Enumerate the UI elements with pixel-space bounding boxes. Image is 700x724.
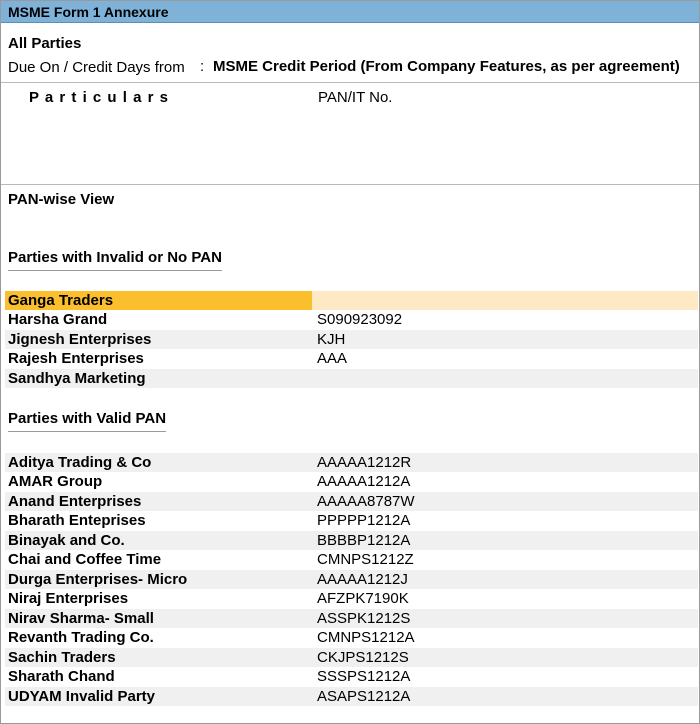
party-name: Anand Enterprises bbox=[8, 493, 142, 510]
party-name: Chai and Coffee Time bbox=[8, 551, 162, 568]
party-pan: AAAAA1212A bbox=[317, 473, 411, 490]
scope-label: All Parties bbox=[8, 35, 82, 52]
party-pan: S090923092 bbox=[317, 311, 403, 328]
party-name: Sachin Traders bbox=[8, 649, 116, 666]
header-divider bbox=[1, 82, 699, 83]
table-row[interactable] bbox=[5, 570, 698, 589]
party-pan: BBBBP1212A bbox=[317, 532, 411, 549]
party-pan: ASSPK1212S bbox=[317, 610, 411, 627]
table-row[interactable] bbox=[5, 369, 698, 388]
party-pan: KJH bbox=[317, 331, 346, 348]
party-pan: AAAAA1212J bbox=[317, 571, 408, 588]
party-name: Bharath Enteprises bbox=[8, 512, 146, 529]
filter-separator: : bbox=[200, 58, 205, 75]
party-name: Harsha Grand bbox=[8, 311, 108, 328]
column-header-particulars[interactable]: P a r t i c u l a r s bbox=[29, 89, 169, 106]
table-row[interactable] bbox=[5, 609, 698, 628]
table-row[interactable] bbox=[5, 349, 698, 368]
credit-period-value[interactable]: MSME Credit Period (From Company Features, as per agreement) bbox=[213, 58, 680, 75]
table-row[interactable] bbox=[5, 648, 698, 667]
party-pan: AAA bbox=[317, 350, 348, 367]
window-title: MSME Form 1 Annexure bbox=[8, 4, 169, 20]
party-pan: CKJPS1212S bbox=[317, 649, 409, 666]
party-name: Durga Enterprises- Micro bbox=[8, 571, 188, 588]
party-name: Binayak and Co. bbox=[8, 532, 125, 549]
party-name: Nirav Sharma- Small bbox=[8, 610, 154, 627]
party-name: Jignesh Enterprises bbox=[8, 331, 152, 348]
table-row[interactable] bbox=[5, 453, 698, 472]
title-bar bbox=[1, 1, 699, 23]
party-pan: AAAAA1212R bbox=[317, 454, 412, 471]
party-pan: CMNPS1212A bbox=[317, 629, 415, 646]
party-pan: AFZPK7190K bbox=[317, 590, 409, 607]
table-row[interactable] bbox=[5, 330, 698, 349]
view-title: PAN-wise View bbox=[8, 191, 115, 208]
column-header-divider bbox=[1, 184, 699, 185]
party-name: Ganga Traders bbox=[8, 292, 114, 309]
table-row[interactable] bbox=[5, 628, 698, 647]
table-row[interactable] bbox=[5, 589, 698, 608]
party-name: Niraj Enterprises bbox=[8, 590, 129, 607]
table-row[interactable] bbox=[5, 531, 698, 550]
table-row[interactable] bbox=[5, 291, 698, 310]
party-name: Aditya Trading & Co bbox=[8, 454, 152, 471]
party-name: Revanth Trading Co. bbox=[8, 629, 154, 646]
party-pan: ASAPS1212A bbox=[317, 688, 411, 705]
party-name: Sharath Chand bbox=[8, 668, 115, 685]
section-invalid-pan-title: Parties with Invalid or No PAN bbox=[8, 249, 222, 271]
column-header-pan[interactable]: PAN/IT No. bbox=[318, 89, 393, 106]
filter-label: Due On / Credit Days from bbox=[8, 59, 185, 76]
section-valid-pan-title: Parties with Valid PAN bbox=[8, 410, 166, 432]
party-pan: AAAAA8787W bbox=[317, 493, 415, 510]
party-pan: PPPPP1212A bbox=[317, 512, 411, 529]
table-row[interactable] bbox=[5, 492, 698, 511]
party-name: UDYAM Invalid Party bbox=[8, 688, 155, 705]
party-name: Rajesh Enterprises bbox=[8, 350, 144, 367]
table-row[interactable] bbox=[5, 310, 698, 329]
party-pan: SSSPS1212A bbox=[317, 668, 411, 685]
table-row[interactable] bbox=[5, 550, 698, 569]
table-row[interactable] bbox=[5, 472, 698, 491]
table-row[interactable] bbox=[5, 667, 698, 686]
party-name: Sandhya Marketing bbox=[8, 370, 146, 387]
party-name: AMAR Group bbox=[8, 473, 103, 490]
table-row[interactable] bbox=[5, 687, 698, 706]
party-pan: CMNPS1212Z bbox=[317, 551, 414, 568]
table-row[interactable] bbox=[5, 511, 698, 530]
